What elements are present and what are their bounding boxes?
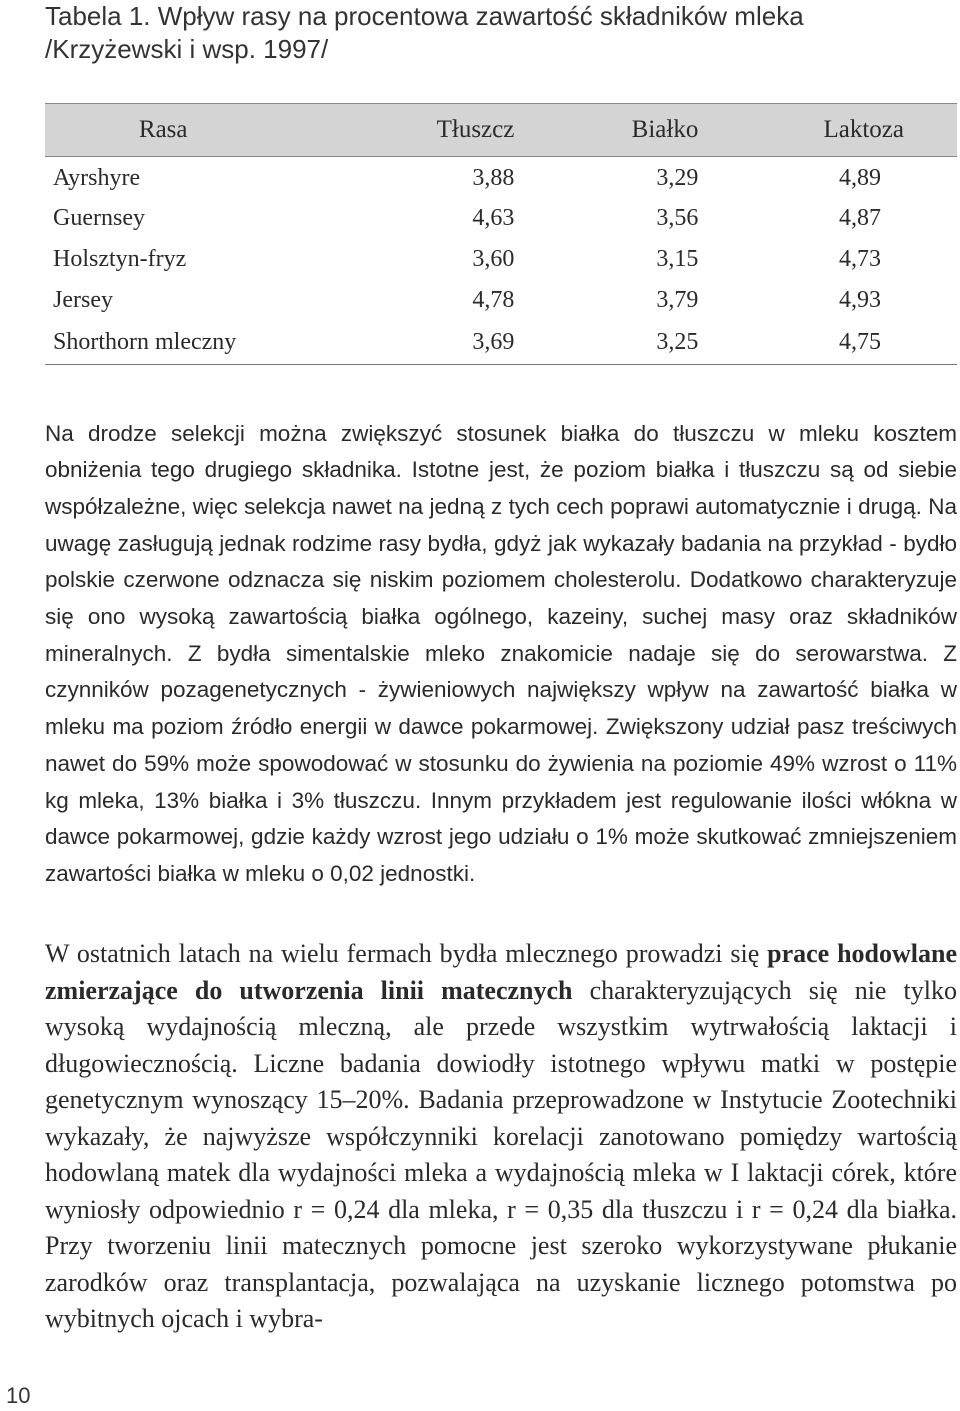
cell-protein: 3,56 — [656, 204, 699, 231]
cell-fat: 3,88 — [472, 164, 515, 191]
cell-protein: 3,25 — [656, 328, 699, 355]
cell-breed: Guernsey — [53, 204, 145, 231]
cell-protein: 3,79 — [656, 286, 699, 313]
cell-fat: 3,69 — [472, 328, 515, 355]
body-paragraph-selection: Na drodze selekcji można zwiększyć stosunek białka do tłuszczu w mleku kosztem obniżenia tego drugiego składnika. Istotne jest, że poziom białka i tłuszczu są od siebie współzależne, więc selekcja nawet na jedną z tych cech poprawi automatycznie i drugą. Na uwagę zasługują jednak rodzime rasy bydła, gdyż jak wykazały badania na przykład - bydło polskie czerwone odznacza się niskim poziomem cholesterolu. Dodatkowo charakteryzuje się ono wysoką zawartością białka ogólnego, kazeiny, suchej masy oraz składników mineralnych. Z bydła simentalskie mleko znakomicie nadaje się do serowarstwa. Z czynników pozagenetycznych - żywieniowych największy wpływ na zawartość białka w mleku ma poziom źródło energii w dawce pokarmowej. Zwiększony udział pasz treściwych nawet do 59% może spowodować w stosunku do żywienia na poziomie 49% wzrost o 11% kg mleka, 13% białka i 3% tłuszczu. Innym przykładem jest regulowanie ilości włókna w dawce pokarmowej, gdzie każdy wzrost jego udziału o 1% może skutkować zmniejszeniem zawartości białka w mleku o 0,02 jednostki. — [45, 420, 957, 886]
table-row — [45, 157, 957, 198]
paragraph-bold-text: prace hodowlane zmierzające do utworzenia linii matecznych — [45, 939, 958, 1005]
body-paragraph-maternal-lines — [45, 936, 957, 1338]
cell-lactose: 4,93 — [839, 286, 881, 313]
table-row — [45, 321, 957, 365]
cell-fat: 3,60 — [472, 245, 515, 272]
page-number: 10 — [6, 1383, 31, 1408]
table-row — [45, 280, 957, 321]
cell-breed: Shorthorn mleczny — [53, 328, 237, 355]
cell-breed: Holsztyn-fryz — [53, 245, 187, 272]
cell-breed: Ayrshyre — [53, 164, 141, 191]
cell-lactose: 4,87 — [839, 204, 881, 231]
cell-protein: 3,15 — [656, 245, 699, 272]
table-header-row — [45, 104, 957, 157]
header-rasa: Rasa — [138, 116, 188, 143]
table-caption — [45, 0, 925, 66]
cell-lactose: 4,89 — [839, 164, 881, 191]
cell-breed: Jersey — [53, 286, 113, 313]
cell-lactose: 4,73 — [839, 245, 881, 272]
caption-line-2: /Krzyżewski i wsp. 1997/ — [45, 34, 329, 64]
header-bialko: Białko — [631, 116, 699, 143]
paragraph-lead-text: W ostatnich latach na wielu fermach bydła mlecznego prowadzi się — [45, 939, 768, 968]
paragraph-rest-text: charakteryzujących się nie tylko wysoką wydajnością mleczną, ale przede wszystkim wytrwałością laktacji i długowiecznością. Liczne badania dowiodły istotnego wpływu matki w postępie genetycznym wynoszący 15–20%. Badania przeprowadzone w Instytucie Zootechniki wykazały, że najwyższe współczynniki korelacji zanotowano pomiędzy wartością hodowlaną matek dla wydajności mleka a wydajnością mleka w I laktacji córek, które wyniosły odpowiednio r = 0,24 dla mleka, r = 0,35 dla tłuszczu i r = 0,24 dla białka. Przy tworzeniu linii matecznych pomocne jest szeroko wykorzystywane płukanie zarodków oraz transplantacja, pozwalająca na uzyskanie licznego potomstwa po wybitnych ojcach i wybra- — [45, 975, 957, 1333]
header-tluszcz: Tłuszcz — [436, 116, 515, 143]
table-row — [45, 239, 957, 280]
table-row — [45, 198, 957, 239]
milk-composition-table — [45, 103, 957, 365]
caption-line-1: Tabela 1. Wpływ rasy na procentowa zawartość składników mleka — [45, 1, 804, 31]
cell-protein: 3,29 — [656, 164, 699, 191]
cell-fat: 4,63 — [472, 204, 515, 231]
header-laktoza: Laktoza — [823, 116, 904, 143]
cell-fat: 4,78 — [472, 286, 515, 313]
cell-lactose: 4,75 — [839, 328, 881, 355]
